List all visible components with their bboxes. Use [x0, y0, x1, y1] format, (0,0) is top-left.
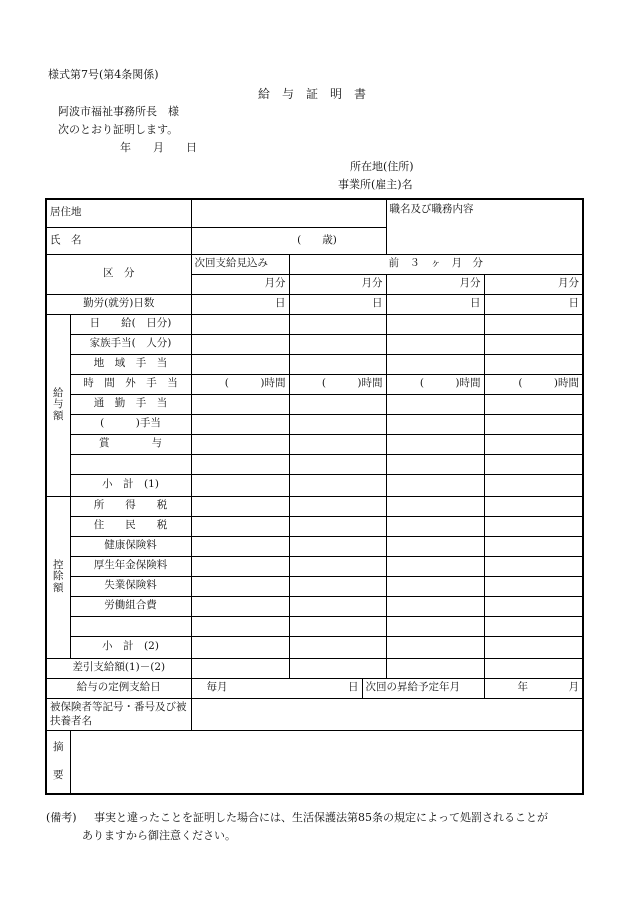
document-title: 給 与 証 明 書 [258, 87, 367, 101]
salary-item-other-allowance: ( )手当 [70, 414, 191, 434]
month-field-next[interactable]: 月分 [191, 274, 289, 294]
salary-item-overtime: 時 間 外 手 当 [70, 374, 191, 394]
month-field-3[interactable]: 月分 [484, 274, 583, 294]
deduction-cell[interactable] [386, 616, 484, 636]
salary-cell[interactable] [289, 414, 386, 434]
deduction-subtotal-cell[interactable] [484, 636, 583, 658]
deduction-cell[interactable] [484, 556, 583, 576]
salary-cell[interactable] [386, 414, 484, 434]
deduction-item-pension: 厚生年金保険料 [70, 556, 191, 576]
payday-day-label: 日 [348, 681, 359, 694]
overtime-cell[interactable]: ( )時間 [289, 374, 386, 394]
note-text-1: 事実と違ったことを証明した場合には、生活保護法第85条の規定によって処罰されることが [94, 811, 548, 824]
salary-cell[interactable] [386, 334, 484, 354]
salary-cell[interactable] [191, 354, 289, 374]
salary-cell[interactable] [289, 434, 386, 454]
salary-cell[interactable] [289, 394, 386, 414]
salary-cell[interactable] [289, 334, 386, 354]
deduction-cell[interactable] [289, 596, 386, 616]
category-label: 区 分 [46, 254, 191, 294]
employer-label: 事業所(雇主)名 [338, 178, 413, 191]
overtime-cell[interactable]: ( )時間 [386, 374, 484, 394]
workdays-field-2[interactable]: 日 [386, 294, 484, 314]
deduction-subtotal-label: 小 計 (2) [70, 636, 191, 658]
deduction-cell[interactable] [289, 536, 386, 556]
salary-cell[interactable] [386, 434, 484, 454]
salary-cell[interactable] [191, 434, 289, 454]
salary-cell[interactable] [386, 314, 484, 334]
salary-cell[interactable] [191, 334, 289, 354]
net-payment-cell[interactable] [289, 658, 386, 678]
age-label: ( 歳) [297, 233, 337, 246]
deduction-cell[interactable] [191, 496, 289, 516]
deduction-cell[interactable] [191, 616, 289, 636]
payday-month-label: 毎月 [206, 681, 228, 694]
deduction-cell[interactable] [386, 596, 484, 616]
salary-subtotal-cell[interactable] [191, 474, 289, 496]
deduction-item-unemployment: 失業保険料 [70, 576, 191, 596]
deduction-cell[interactable] [484, 576, 583, 596]
job-description-field[interactable] [386, 199, 583, 254]
raise-month-label: 月 [568, 681, 580, 694]
salary-item-blank[interactable] [70, 454, 191, 474]
deduction-cell[interactable] [386, 516, 484, 536]
name-field[interactable] [191, 227, 386, 254]
deduction-subtotal-cell[interactable] [386, 636, 484, 658]
payday-field[interactable] [191, 678, 362, 698]
deduction-cell[interactable] [484, 616, 583, 636]
salary-cell[interactable] [191, 454, 289, 474]
form-number: 様式第7号(第4条関係) [48, 68, 159, 81]
salary-certificate-table [45, 198, 584, 795]
salary-item-daily: 日 給( 日分) [70, 314, 191, 334]
salary-cell[interactable] [191, 394, 289, 414]
salary-subtotal-cell[interactable] [484, 474, 583, 496]
salary-cell[interactable] [289, 314, 386, 334]
deduction-cell[interactable] [289, 616, 386, 636]
certification-statement: 次のとおり証明します。 [58, 123, 179, 136]
next-payment-label: 次回支給見込み [191, 254, 289, 274]
deduction-cell[interactable] [289, 556, 386, 576]
deduction-cell[interactable] [289, 516, 386, 536]
previous-months-label: 前 ３ ヶ 月 分 [289, 254, 583, 274]
raise-field[interactable] [484, 678, 583, 698]
month-field-1[interactable]: 月分 [289, 274, 386, 294]
deduction-item-income-tax: 所 得 税 [70, 496, 191, 516]
deduction-group-label: 控 除 額 [46, 496, 70, 658]
deduction-cell[interactable] [191, 516, 289, 536]
deduction-cell[interactable] [484, 596, 583, 616]
deduction-item-health-insurance: 健康保険料 [70, 536, 191, 556]
salary-cell[interactable] [484, 414, 583, 434]
salary-cell[interactable] [191, 314, 289, 334]
addressee: 阿波市福祉事務所長 様 [58, 105, 179, 118]
name-label: 氏 名 [46, 227, 191, 254]
date-line: 年 月 日 [120, 141, 197, 154]
salary-item-bonus: 賞 与 [70, 434, 191, 454]
deduction-cell[interactable] [386, 576, 484, 596]
deduction-cell[interactable] [386, 536, 484, 556]
deduction-cell[interactable] [289, 576, 386, 596]
salary-cell[interactable] [289, 354, 386, 374]
deduction-item-resident-tax: 住 民 税 [70, 516, 191, 536]
salary-subtotal-label: 小 計 (1) [70, 474, 191, 496]
residence-label: 居住地 [46, 199, 191, 227]
dependents-label: 被保険者等記号・番号及び被扶養者名 [46, 698, 191, 730]
salary-item-commute: 通 勤 手 当 [70, 394, 191, 414]
month-field-2[interactable]: 月分 [386, 274, 484, 294]
salary-cell[interactable] [191, 414, 289, 434]
deduction-cell[interactable] [191, 536, 289, 556]
salary-cell[interactable] [484, 334, 583, 354]
remarks-field[interactable] [70, 730, 583, 794]
note-text-2: ありますから御注意ください。 [82, 829, 236, 842]
net-payment-label: 差引支給額(1)－(2) [46, 658, 191, 678]
dependents-field[interactable] [191, 698, 583, 730]
remarks-label: 摘 要 [46, 730, 70, 794]
deduction-item-blank[interactable] [70, 616, 191, 636]
deduction-cell[interactable] [484, 496, 583, 516]
deduction-cell[interactable] [191, 556, 289, 576]
salary-item-family: 家族手当( 人分) [70, 334, 191, 354]
deduction-subtotal-cell[interactable] [289, 636, 386, 658]
salary-cell[interactable] [484, 354, 583, 374]
deduction-cell[interactable] [191, 576, 289, 596]
location-label: 所在地(住所) [350, 160, 414, 173]
deduction-subtotal-cell[interactable] [191, 636, 289, 658]
overtime-cell[interactable]: ( )時間 [191, 374, 289, 394]
salary-cell[interactable] [484, 394, 583, 414]
salary-subtotal-cell[interactable] [386, 474, 484, 496]
salary-cell[interactable] [484, 434, 583, 454]
payday-label: 給与の定例支給日 [46, 678, 191, 698]
net-payment-cell[interactable] [484, 658, 583, 678]
overtime-cell[interactable]: ( )時間 [484, 374, 583, 394]
salary-cell[interactable] [386, 394, 484, 414]
residence-field[interactable] [191, 199, 386, 227]
deduction-cell[interactable] [484, 536, 583, 556]
deduction-cell[interactable] [484, 516, 583, 536]
workdays-field-next[interactable]: 日 [191, 294, 289, 314]
workdays-label: 勤労(就労)日数 [46, 294, 191, 314]
raise-label: 次回の昇給予定年月 [362, 678, 484, 698]
salary-subtotal-cell[interactable] [289, 474, 386, 496]
salary-cell[interactable] [386, 354, 484, 374]
deduction-item-union-fee: 労働組合費 [70, 596, 191, 616]
salary-cell[interactable] [484, 454, 583, 474]
net-payment-cell[interactable] [386, 658, 484, 678]
deduction-cell[interactable] [386, 556, 484, 576]
salary-group-label: 給 与 額 [46, 314, 70, 496]
note-label: (備考) [46, 811, 77, 824]
net-payment-cell[interactable] [191, 658, 289, 678]
salary-cell[interactable] [484, 314, 583, 334]
raise-year-label: 年 [517, 681, 529, 694]
salary-item-regional: 地 域 手 当 [70, 354, 191, 374]
salary-cell[interactable] [289, 454, 386, 474]
deduction-cell[interactable] [386, 496, 484, 516]
salary-cell[interactable] [386, 454, 484, 474]
job-description-label: 職名及び職務内容 [389, 203, 474, 215]
deduction-cell[interactable] [289, 496, 386, 516]
deduction-cell[interactable] [191, 596, 289, 616]
workdays-field-3[interactable]: 日 [484, 294, 583, 314]
workdays-field-1[interactable]: 日 [289, 294, 386, 314]
